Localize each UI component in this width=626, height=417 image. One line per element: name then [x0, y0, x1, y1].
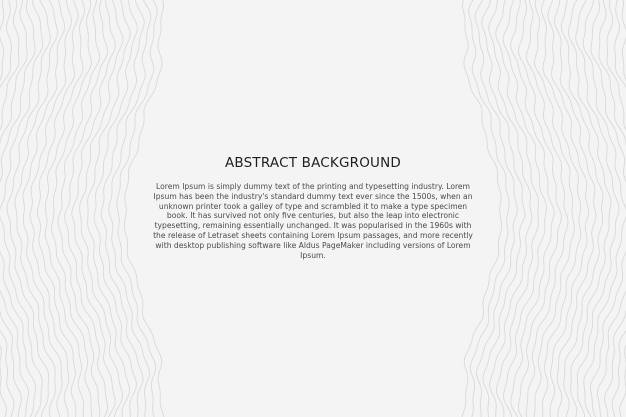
right-wave-lines — [462, 0, 626, 417]
right-wave-line — [555, 0, 597, 417]
left-wave-line — [15, 0, 58, 417]
left-wave-line — [0, 0, 6, 417]
right-wave-line — [542, 0, 581, 417]
right-wave-line — [568, 0, 611, 417]
right-wave-line — [591, 0, 626, 417]
text-block — [150, 155, 476, 260]
left-wave-line — [7, 0, 50, 417]
right-wave-line — [576, 0, 619, 417]
left-wave-lines — [0, 0, 164, 417]
left-wave-line — [45, 0, 84, 417]
left-wave-line — [30, 0, 72, 417]
left-wave-line — [0, 0, 35, 417]
right-wave-line — [620, 0, 626, 417]
page-title: ABSTRACT BACKGROUND — [224, 155, 402, 171]
body-paragraph: Lorem Ipsum is simply dummy text of the printing and typesetting industry. Lorem Ipsum has been the industry's standard dummy text ever since the 1500s, when an unknown printer took a galley of type and scrambled it to make a type specimen book. It has survived not only five centuries, but also the leap into electronic typesetting, remaining essentially unchanged. It was popularised in the 1960s with the release of Letraset sheets containing Lorem Ipsum passages, and more recently with desktop publishing software like Aldus PageMaker including versions of Lorem Ipsum. — [153, 182, 473, 260]
